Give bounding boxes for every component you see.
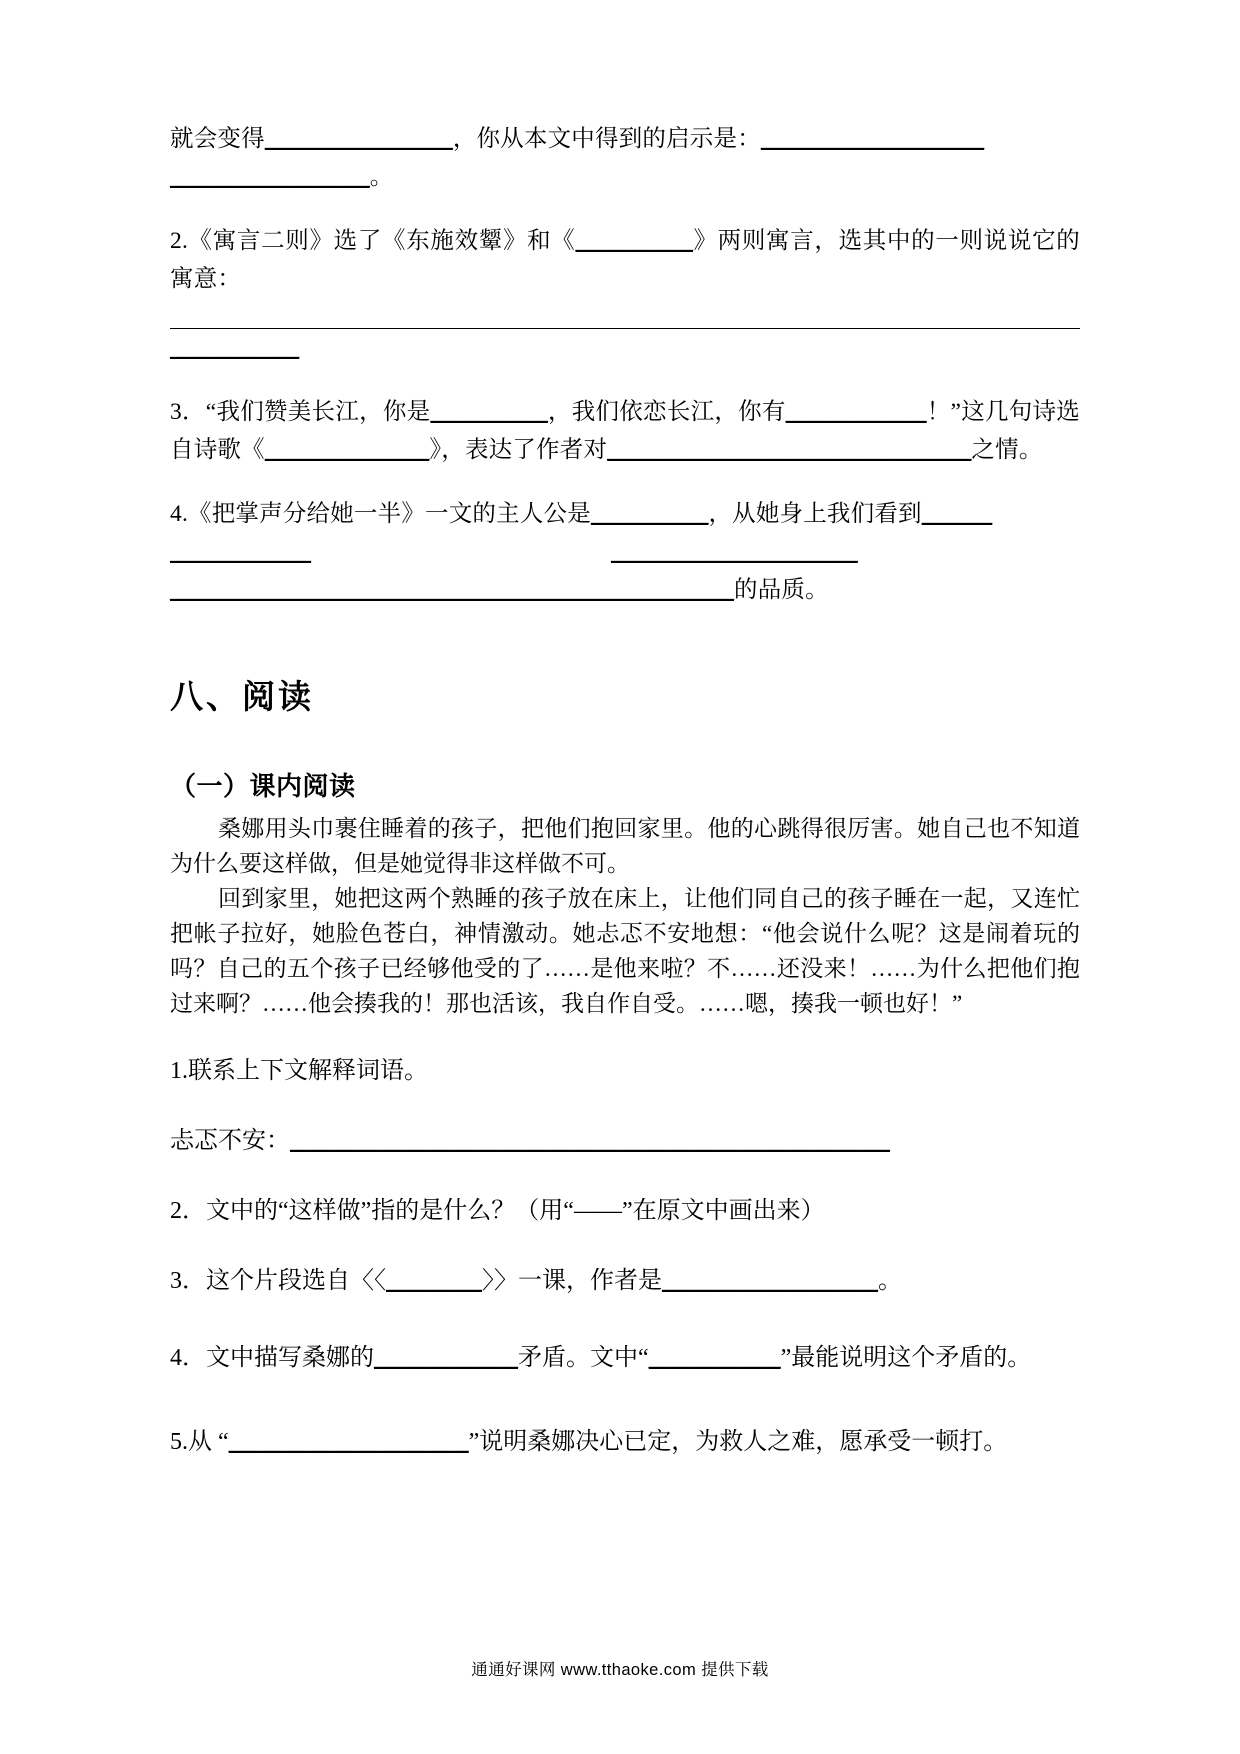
- text-run: 忐忑不安：: [170, 1128, 290, 1154]
- reading-question-5: [170, 1415, 1080, 1469]
- text-run: 4．文中描写桑娜的: [170, 1345, 374, 1371]
- footer-site-name: 通通好课网: [471, 1661, 556, 1679]
- fill-in-blank: __________: [430, 399, 548, 425]
- fill-in-blank: ____________: [374, 1345, 518, 1371]
- fill-in-blank: _________________: [170, 164, 370, 190]
- footer-url[interactable]: www.tthaoke.com: [560, 1661, 697, 1679]
- fill-in-blank: ____________: [170, 539, 311, 565]
- fill-in-blank: ____________________: [228, 1429, 469, 1455]
- fill-in-blank: ___________: [648, 1345, 781, 1371]
- text-run: 之情。: [971, 437, 1043, 463]
- passage-paragraph-1: 桑娜用头巾裹住睡着的孩子，把他们抱回家里。他的心跳得很厉害。她自己也不知道为什么要这样做，但是她觉得非这样做不可。: [170, 816, 1080, 876]
- fill-in-blank: ___________________: [760, 126, 985, 152]
- reading-question-3: [170, 1261, 1080, 1301]
- question-3: [170, 393, 1080, 469]
- fill-in-blank: _____________________: [611, 539, 858, 565]
- text-run: 3．“我们赞美长江，你是: [170, 399, 431, 425]
- reading-question-4: [170, 1331, 1080, 1385]
- text-run: 》两则寓言，选其中的一则说说它的寓意：: [170, 228, 1080, 292]
- fill-in-blank: ___________: [170, 335, 300, 361]
- text-run: ”说明桑娜决心已定，为救人之难，愿承受一顿打。: [468, 1429, 1008, 1455]
- text-run: ”最能说明这个矛盾的。: [780, 1345, 1032, 1371]
- page-footer: [0, 1656, 1240, 1680]
- subsection-heading-in-class-reading: （一）课内阅读: [170, 772, 356, 802]
- section-heading-reading: 八、阅读: [170, 677, 314, 716]
- text-run: 4.《把掌声分给她一半》一文的主人公是: [170, 501, 591, 527]
- text-run: 3．这个片段选自〈〈: [170, 1268, 386, 1294]
- text-run: ，我们依恋长江，你有: [547, 399, 786, 425]
- fill-in-blank: __________________: [662, 1268, 878, 1294]
- fill-in-blank: ________________________________________________: [170, 577, 734, 603]
- text-run: 〉〉一课，作者是: [482, 1268, 662, 1294]
- fill-in-blank: __________: [575, 228, 693, 254]
- reading-question-1-answer: [170, 1121, 1080, 1161]
- paragraph-top-continuation: [170, 120, 1080, 196]
- text-run: 。: [369, 164, 394, 190]
- fill-in-blank: _______: [889, 437, 972, 463]
- fill-in-blank: ____________: [785, 399, 927, 425]
- fill-in-blank: ______: [921, 501, 993, 527]
- text-run: 2.《寓言二则》选了《东施效颦》和《: [170, 228, 576, 254]
- text-run: ！”这几句诗选自诗歌《: [170, 399, 1080, 463]
- text-run: ，从她身上我们看到: [708, 501, 922, 527]
- fill-in-blank: ______________: [264, 437, 430, 463]
- text-run: 矛盾。文中“: [518, 1345, 649, 1371]
- fill-in-blank: __________: [590, 501, 709, 527]
- answer-rule-line: [170, 298, 1080, 329]
- text-run: 的品质。: [734, 577, 829, 603]
- fill-in-blank: ________________: [264, 126, 453, 152]
- text-run: 》，表达了作者对: [429, 437, 608, 463]
- text-run: 5.从 “: [170, 1429, 229, 1455]
- footer-suffix: 提供下载: [701, 1661, 769, 1679]
- text-run: 。: [878, 1268, 902, 1294]
- fill-in-blank: ________: [386, 1268, 482, 1294]
- reading-question-2: 2．文中的“这样做”指的是什么？（用“——”在原文中画出来）: [170, 1198, 825, 1224]
- text-run: ，你从本文中得到的启示是：: [452, 126, 761, 152]
- fill-in-blank: __________________________________________________: [290, 1128, 890, 1154]
- text-run: 就会变得: [170, 126, 265, 152]
- reading-passage: [170, 811, 1080, 1021]
- reading-question-1: 1.联系上下文解释词语。: [170, 1058, 428, 1084]
- passage-paragraph-2: 回到家里，她把这两个熟睡的孩子放在床上，让他们同自己的孩子睡在一起，又连忙把帐子拉好，她脸色苍白，神情激动。她忐忑不安地想：“他会说什么呢？这是闹着玩的吗？自己的五个孩子已经够他受的了……是他来啦？不……还没来！……为什么把他们抱过来啊？……他会揍我的！那也活该，我自作自受。……嗯，揍我一顿也好！”: [170, 886, 1080, 1016]
- fill-in-blank: ________________________: [607, 437, 890, 463]
- question-2: [170, 222, 1080, 367]
- question-4: [170, 495, 1080, 609]
